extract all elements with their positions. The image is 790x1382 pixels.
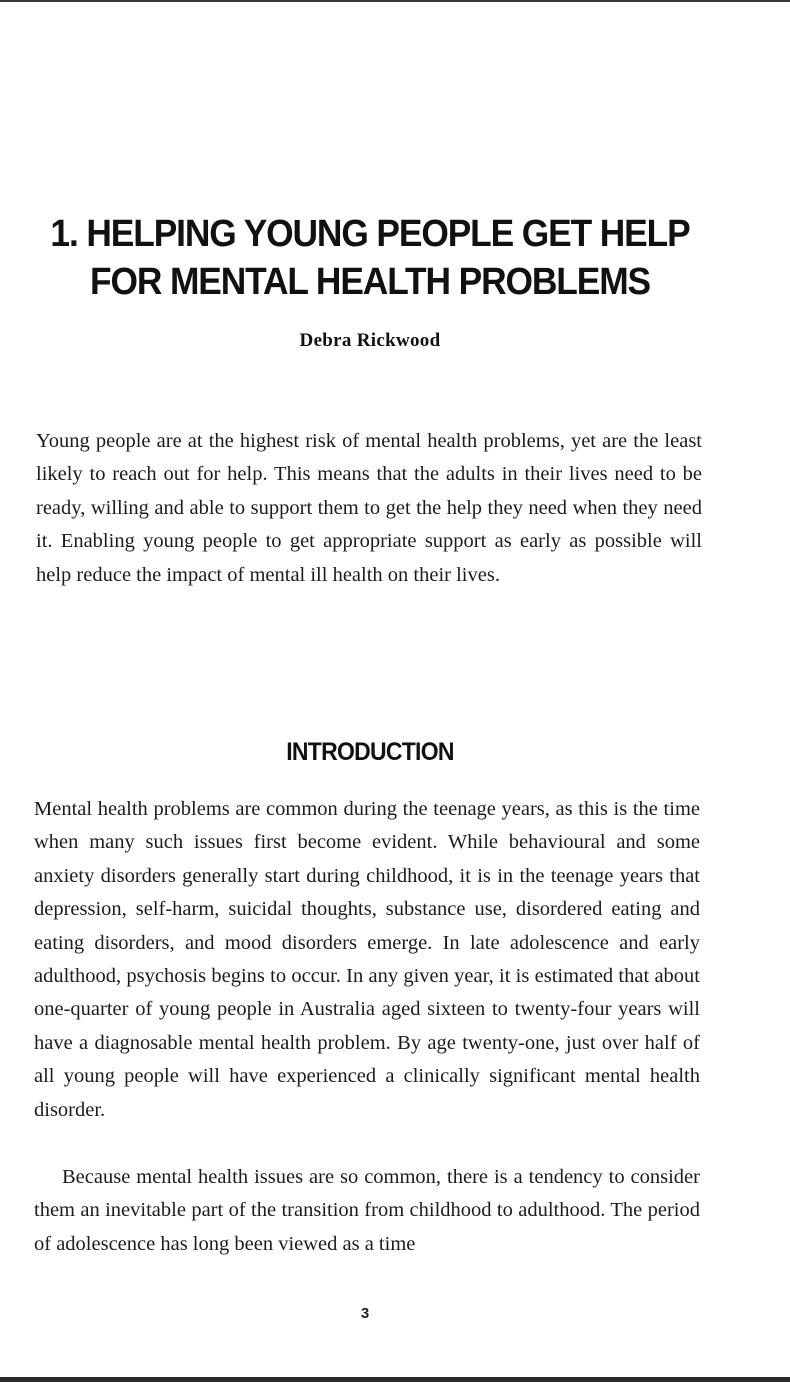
chapter-title-line-2: FOR MENTAL HEALTH PROBLEMS <box>90 261 650 303</box>
introduction-paragraph-2: Because mental health issues are so common, there is a tendency to consider them an inevitable part of the transition from childhood to adulthood. The period of adolescence has long been viewed as a time <box>34 1166 700 1255</box>
chapter-title-line-1: 1. HELPING YOUNG PEOPLE GET HELP <box>50 213 690 255</box>
page-bottom-edge <box>0 1377 790 1382</box>
chapter-author: Debra Rickwood <box>299 330 441 351</box>
section-heading-introduction: INTRODUCTION <box>286 738 454 766</box>
chapter-abstract: Young people are at the highest risk of mental health problems, yet are the least likely to reach out for help. This means that the adults in their lives need to be ready, willing and able to support them to get the help they need when they need it. Enabling young people to get appropriate support as early as possible will help reduce the impact of mental ill health on their lives. <box>36 430 702 586</box>
page-number: 3 <box>360 1305 370 1322</box>
chapter-title <box>26 210 714 306</box>
page-top-edge <box>0 0 790 2</box>
introduction-paragraph-1: Mental health problems are common during the teenage years, as this is the time when many such issues first become evident. While behavioural and some anxiety disorders generally start during childhood, it is in the teenage years that depression, self-harm, suicidal thoughts, substance use, disordered eating and eating disorders, and mood disorders emerge. In late adolescence and early adulthood, psychosis begins to occur. In any given year, it is estimated that about one-quarter of young people in Australia aged sixteen to twenty-four years will have a diagnosable mental health problem. By age twenty-one, just over half of all young people will have experienced a clinically significant mental health disorder. <box>34 798 700 1121</box>
